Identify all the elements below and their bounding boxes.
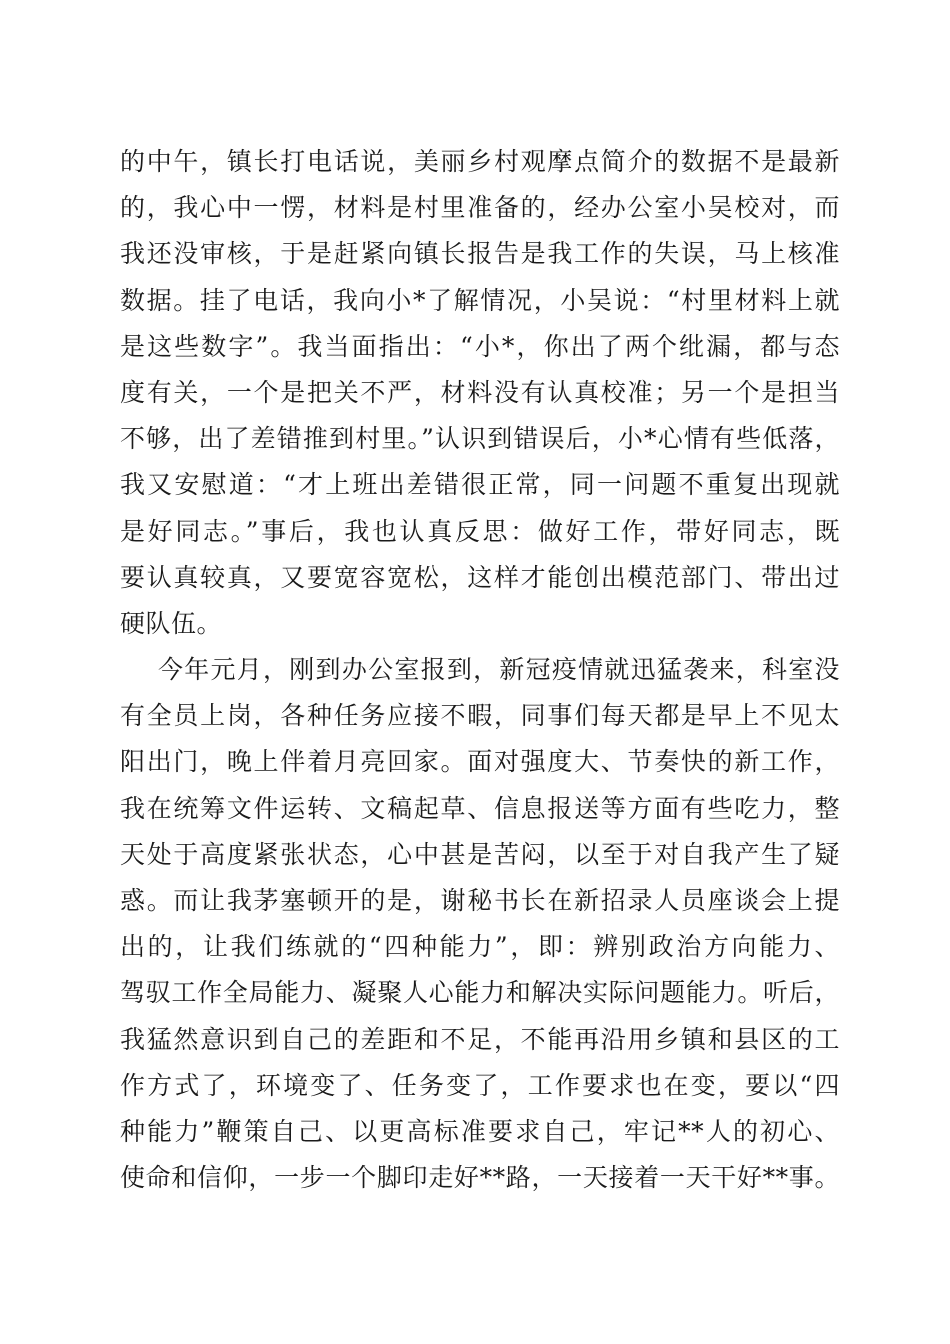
text-line: 惑。而让我茅塞顿开的是，谢秘书长在新招录人员座谈会上提 <box>120 886 840 915</box>
paragraph-1 <box>120 139 840 647</box>
text-line: 使命和信仰，一步一个脚印走好**路，一天接着一天干好**事。 <box>120 1163 840 1193</box>
text-line: 要认真较真，又要宽容宽松，这样才能创出模范部门、带出过 <box>120 562 840 592</box>
text-line: 我又安慰道：“才上班出差错很正常，同一问题不重复出现就 <box>120 470 840 500</box>
text-line: 今年元月，刚到办公室报到，新冠疫情就迅猛袭来，科室没 <box>158 655 840 685</box>
text-line: 出的，让我们练就的“四种能力”，即：辨别政治方向能力、 <box>120 932 840 962</box>
text-line: 是这些数字”。我当面指出：“小*，你出了两个纰漏，都与态 <box>120 331 840 361</box>
text-line: 硬队伍。 <box>120 608 223 638</box>
text-line: 的中午，镇长打电话说，美丽乡村观摩点简介的数据不是最新 <box>120 147 840 176</box>
text-line: 驾驭工作全局能力、凝聚人心能力和解决实际问题能力。听后， <box>120 978 840 1008</box>
body-text <box>120 139 840 1201</box>
text-line: 有全员上岗，各种任务应接不暇，同事们每天都是早上不见太 <box>120 701 840 731</box>
text-line: 是好同志。”事后，我也认真反思：做好工作，带好同志，既 <box>120 516 840 546</box>
text-line: 数据。挂了电话，我向小*了解情况，小吴说：“村里材料上就 <box>120 285 840 315</box>
text-line: 阳出门，晚上伴着月亮回家。面对强度大、节奏快的新工作， <box>120 747 840 777</box>
text-line: 的，我心中一愣，材料是村里准备的，经办公室小吴校对，而 <box>120 193 840 223</box>
text-line: 我还没审核，于是赶紧向镇长报告是我工作的失误，马上核准 <box>120 239 840 269</box>
text-line: 我在统筹文件运转、文稿起草、信息报送等方面有些吃力，整 <box>120 793 840 823</box>
text-line: 作方式了，环境变了、任务变了，工作要求也在变，要以“四 <box>120 1070 840 1100</box>
text-line: 不够，出了差错推到村里。”认识到错误后，小*心情有些低落， <box>120 424 840 454</box>
text-line: 种能力”鞭策自己、以更高标准要求自己，牢记**人的初心、 <box>120 1116 840 1146</box>
text-line: 天处于高度紧张状态，心中甚是苦闷，以至于对自我产生了疑 <box>120 839 840 869</box>
text-line: 我猛然意识到自己的差距和不足，不能再沿用乡镇和县区的工 <box>120 1024 840 1054</box>
paragraph-2 <box>120 647 840 1201</box>
text-line: 度有关，一个是把关不严，材料没有认真校准；另一个是担当 <box>120 377 840 407</box>
